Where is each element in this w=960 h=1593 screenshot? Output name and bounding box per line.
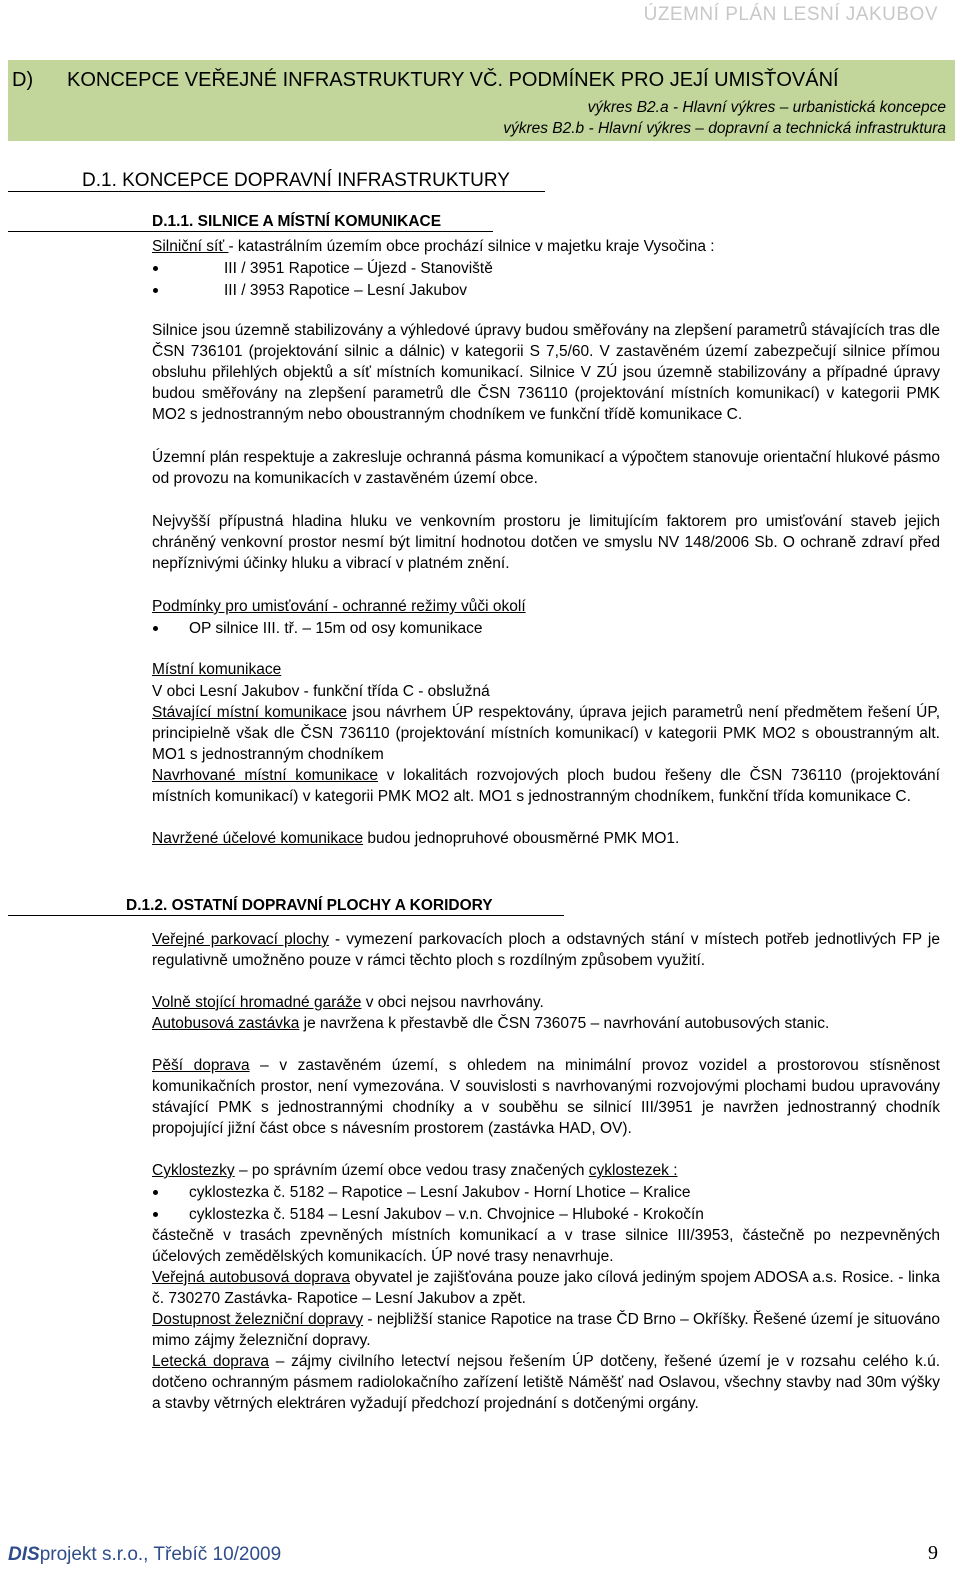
paragraph-railway: Dostupnost železniční dopravy - nejbližší stanice Rapotice na trase ČD Brno – Okříšky. Řešené území je situováno mimo zájmy železniční dopravy. xyxy=(152,1311,941,1349)
local-roads-class: V obci Lesní Jakubov - funkční třída C - obslužná xyxy=(152,683,490,700)
list-item: cyklostezka č. 5182 – Rapotice – Lesní Jakubov - Horní Lhotice – Kralice xyxy=(189,1184,691,1201)
list-item: III / 3951 Rapotice – Újezd - Stanoviště xyxy=(224,260,493,277)
bullet-icon xyxy=(153,1190,158,1195)
section-title: D.1. KONCEPCE DOPRAVNÍ INFRASTRUKTURY xyxy=(82,170,510,191)
bullet-icon xyxy=(153,266,158,271)
subsection-title: D.1.1. SILNICE A MÍSTNÍ KOMUNIKACE xyxy=(152,213,442,230)
paragraph-pedestrian: Pěší doprava – v zastavěném území, s ohledem na minimální provoz vozidel a prostorovou stísněnost komunikačních prostor, není vymezována. V souvislosti s navrhovanými rozvojovými plochami budou upravovány stávající PMK s jednostrannými chodníky a v souběhu se silnicí III/3951 je navržen jednostranný chodník propojující jižní část obce s návesním prostorem (zastávka HAD, OV). xyxy=(152,1057,940,1137)
bullet-icon xyxy=(153,626,158,631)
paragraph-public-bus: Veřejná autobusová doprava obyvatel je zajišťována pouze jako cílová jediným spojem ADOSA a.s. Rosice. - linka č. 730270 Zastávka- Rapotice – Lesní Jakubov a zpět. xyxy=(152,1269,940,1307)
paragraph-garages: Volně stojící hromadné garáže v obci nejsou navrhovány. xyxy=(152,994,544,1011)
page-number: 9 xyxy=(928,1542,938,1564)
conditions-heading: Podmínky pro umisťování - ochranné režimy vůči okolí xyxy=(152,598,526,615)
paragraph-noise-limits: Nejvyšší přípustná hladina hluku ve venkovním prostoru je limitujícím faktorem pro umisťování staveb jejich chráněný venkovní prostor nesmí být limitní hodnotou dotčen ve smyslu NV 148/2006 Sb. O ochraně zdraví před nepříznivými účinky hluku a vibrací v platném znění. xyxy=(152,513,940,572)
paragraph-purpose-roads: Navržené účelové komunikace budou jednopruhové obousměrné PMK MO1. xyxy=(152,830,680,847)
paragraph-air-transport: Letecká doprava – zájmy civilního letectví nejsou řešením ÚP dotčeny, řešené území je v rozsahu celého k.ú. dotčeno ochranným pásmem radiolokačního zařízení letiště Náměšť nad Oslavou, všechny stavby nad 30m výšky a stavby větrných elektráren vyžadují předchozí projednání s dotčenými orgány. xyxy=(152,1353,940,1412)
bullet-icon xyxy=(153,1212,158,1217)
paragraph-parking: Veřejné parkovací plochy - vymezení parkovacích ploch a odstavných stání v místech potřeb jednotlivých FP je regulativně umožněno pouze v rámci těchto ploch s rozdílným způsobem využití. xyxy=(152,931,940,969)
paragraph-existing-roads: Stávající místní komunikace jsou návrhem ÚP respektovány, úprava jejich parametrů není předmětem řešení ÚP, principielně však dle ČSN 736110 (projektování místních komunikací) v kategorii PMK MO2 s oboustranným alt. MO1 s jednostranným chodníkem xyxy=(152,704,941,763)
drawing-reference-b: výkres B2.b - Hlavní výkres – dopravní a technická infrastruktura xyxy=(503,120,946,137)
road-network-intro: Silniční síť - katastrálním územím obce prochází silnice v majetku kraje Vysočina : xyxy=(152,238,715,255)
document-header-title: ÚZEMNÍ PLÁN LESNÍ JAKUBOV xyxy=(643,4,938,25)
paragraph-cycle-paths: Cyklostezky – po správním území obce vedou trasy značených cyklostezek : xyxy=(152,1162,678,1179)
paragraph-roads-stabilized: Silnice jsou územně stabilizovány a výhledové úpravy budou směřovány na zlepšení parametrů stávajících tras dle ČSN 736101 (projektování silnic a dálnic) v kategorii S 7,5/60. V zastavěném území zabezpečují silnice přímou obsluhu přilehlých objektů a síť místních komunikací. Silnice V ZÚ jsou územně stabilizovány a případné úpravy budou směřovány na zlepšení parametrů dle ČSN 736110 (projektování místních komunikací) v kategorii PMK MO2 s jednostranným nebo oboustranným chodníkem ve funkční třídě komunikace C. xyxy=(152,322,940,423)
footer-company: DISprojekt s.r.o., Třebíč 10/2009 xyxy=(8,1544,282,1565)
subsection-title: D.1.2. OSTATNÍ DOPRAVNÍ PLOCHY A KORIDORY xyxy=(126,897,493,914)
chapter-letter: D) xyxy=(12,69,34,91)
paragraph-protection-zones: Územní plán respektuje a zakresluje ochranná pásma komunikací a výpočtem stanovuje orientační hlukové pásmo od provozu na komunikacích v zastavěném území obce. xyxy=(152,449,940,487)
paragraph-cycle-routes: částečně v trasách zpevněných místních komunikací a v trase silnice III/3953, částečně po nezpevněných účelových zemědělských komunikacích. ÚP nové trasy nenavrhuje. xyxy=(152,1227,940,1265)
drawing-reference-a: výkres B2.a - Hlavní výkres – urbanistická koncepce xyxy=(587,99,946,116)
list-item: OP silnice III. tř. – 15m od osy komunikace xyxy=(189,620,483,637)
paragraph-bus-stop: Autobusová zastávka je navržena k přestavbě dle ČSN 736075 – navrhování autobusových stanic. xyxy=(152,1015,830,1032)
list-item: III / 3953 Rapotice – Lesní Jakubov xyxy=(224,282,467,299)
chapter-title: KONCEPCE VEŘEJNÉ INFRASTRUKTURY VČ. PODMÍNEK PRO JEJÍ UMISŤOVÁNÍ xyxy=(67,69,839,91)
bullet-icon xyxy=(153,288,158,293)
local-roads-heading: Místní komunikace xyxy=(152,661,282,678)
paragraph-proposed-roads: Navrhované místní komunikace v lokalitách rozvojových ploch budou řešeny dle ČSN 736110 (projektování místních komunikací) v kategorii PMK MO2 alt. MO1 s jednostranným chodníkem, funkční třída komunikace C. xyxy=(152,767,940,805)
list-item: cyklostezka č. 5184 – Lesní Jakubov – v.n. Chvojnice – Hluboké - Krokočín xyxy=(189,1206,704,1223)
